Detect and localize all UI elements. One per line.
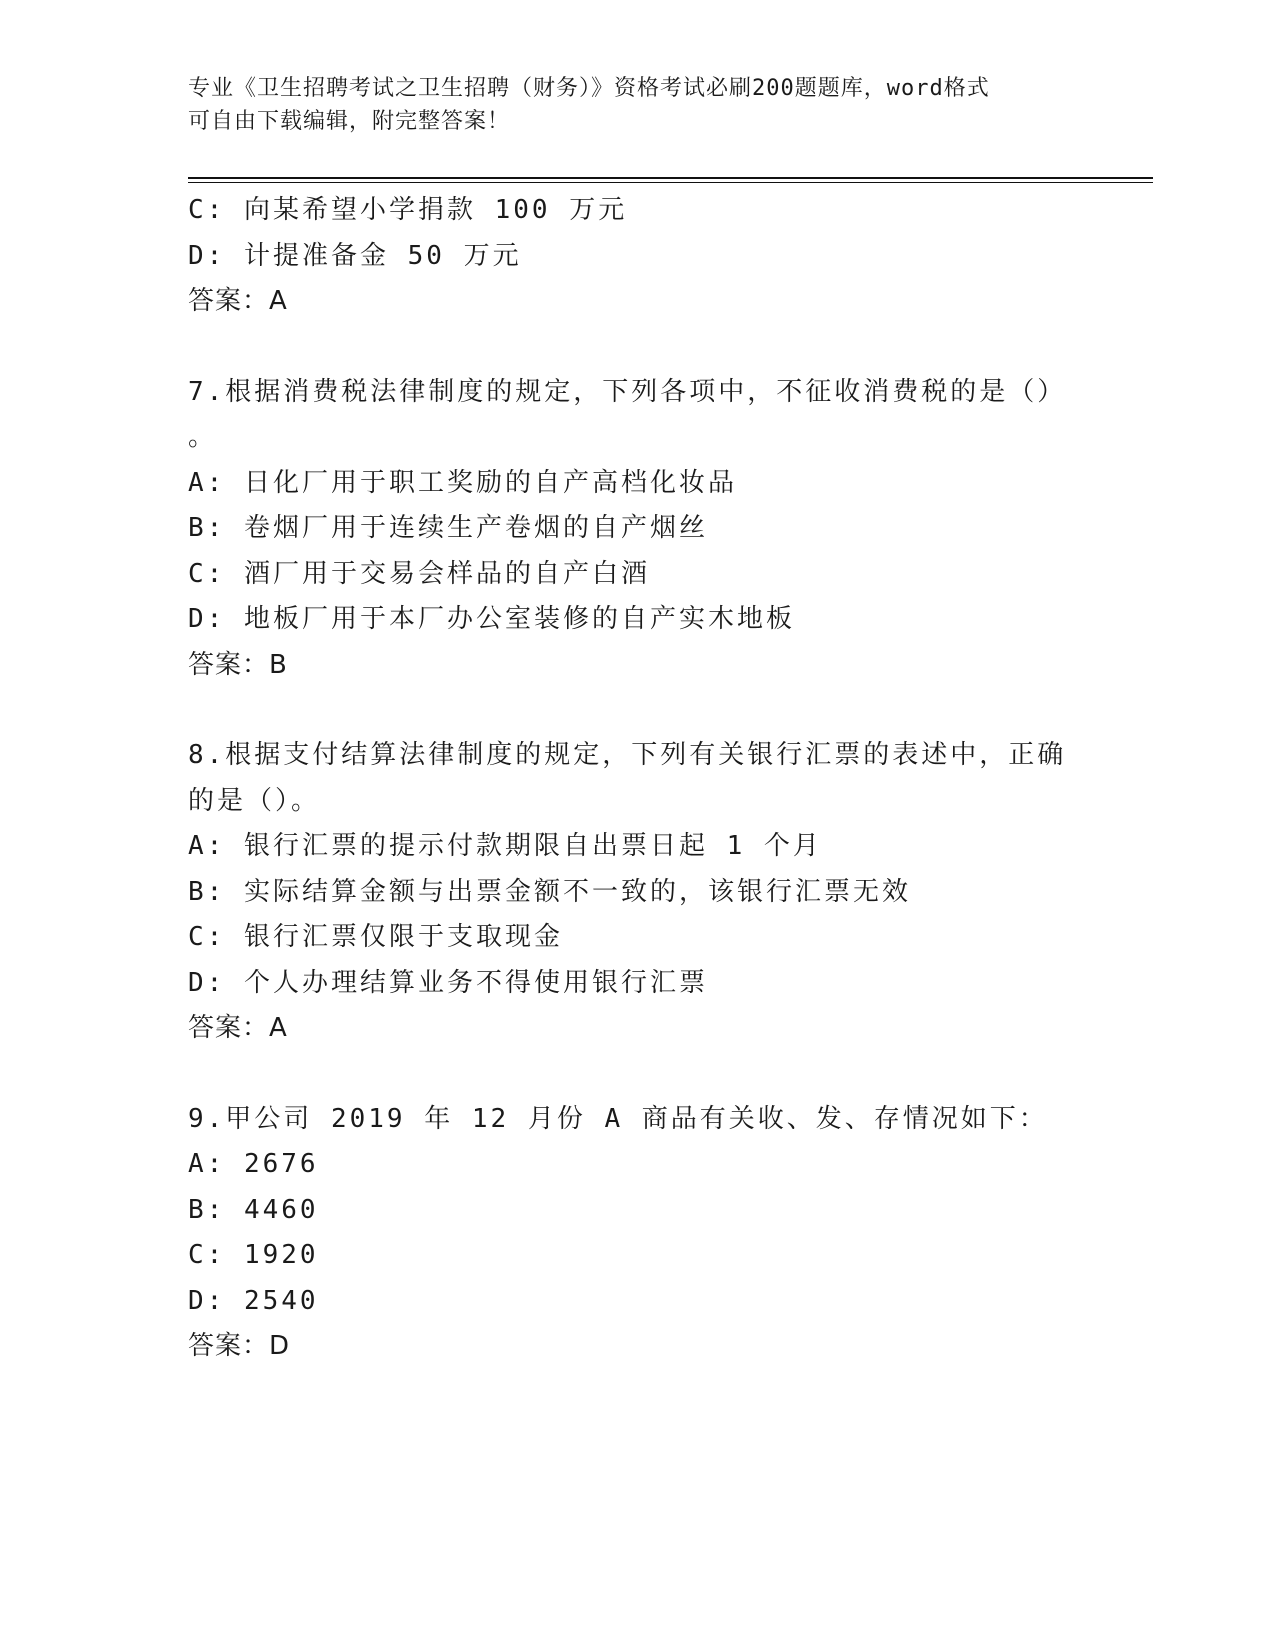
question-9 bbox=[188, 1097, 1088, 1370]
answer-line: 答案：B bbox=[188, 649, 288, 680]
option-d: D: 2540 bbox=[188, 1285, 319, 1316]
option-c: C: 1920 bbox=[188, 1240, 319, 1270]
header-divider-thick bbox=[188, 177, 1153, 179]
option-d: D: 个人办理结算业务不得使用银行汇票 bbox=[188, 967, 708, 998]
option-d: D: 计提准备金 50 万元 bbox=[188, 240, 522, 271]
question-stem: 7.根据消费税法律制度的规定，下列各项中，不征收消费税的是（） bbox=[188, 376, 1067, 407]
question-stem: 8.根据支付结算法律制度的规定，下列有关银行汇票的表述中，正确 bbox=[188, 740, 1067, 770]
answer-line: 答案：A bbox=[188, 1013, 288, 1043]
header-divider-thin bbox=[188, 182, 1153, 183]
option-b: B: 4460 bbox=[188, 1194, 319, 1225]
answer-line: 答案：D bbox=[188, 1331, 291, 1361]
document-header bbox=[188, 72, 1068, 138]
option-a: A: 银行汇票的提示付款期限自出票日起 1 个月 bbox=[188, 831, 822, 861]
option-b: B: 卷烟厂用于连续生产卷烟的自产烟丝 bbox=[188, 513, 708, 543]
question-stem: 9.甲公司 2019 年 12 月份 A 商品有关收、发、存情况如下： bbox=[188, 1103, 1048, 1134]
header-line-2: 可自由下载编辑，附完整答案！ bbox=[188, 109, 511, 134]
option-d: D: 地板厂用于本厂办公室装修的自产实木地板 bbox=[188, 604, 795, 634]
previous-question-tail bbox=[188, 188, 1088, 325]
question-8 bbox=[188, 733, 1088, 1052]
question-stem-continued: 。 bbox=[188, 422, 218, 452]
question-stem-continued: 的是（）。 bbox=[188, 785, 321, 816]
option-c: C: 酒厂用于交易会样品的自产白酒 bbox=[188, 558, 650, 589]
option-b: B: 实际结算金额与出票金额不一致的，该银行汇票无效 bbox=[188, 876, 911, 907]
question-7 bbox=[188, 370, 1088, 689]
option-a: A: 日化厂用于职工奖励的自产高档化妆品 bbox=[188, 467, 737, 498]
option-c: C: 向某希望小学捐款 100 万元 bbox=[188, 195, 628, 225]
question-content bbox=[188, 188, 1088, 1370]
option-c: C: 银行汇票仅限于支取现金 bbox=[188, 922, 563, 952]
option-a: A: 2676 bbox=[188, 1149, 319, 1179]
header-line-1: 专业《卫生招聘考试之卫生招聘（财务）》资格考试必刷200题题库，word格式 bbox=[188, 76, 990, 101]
answer-line: 答案：A bbox=[188, 286, 288, 316]
